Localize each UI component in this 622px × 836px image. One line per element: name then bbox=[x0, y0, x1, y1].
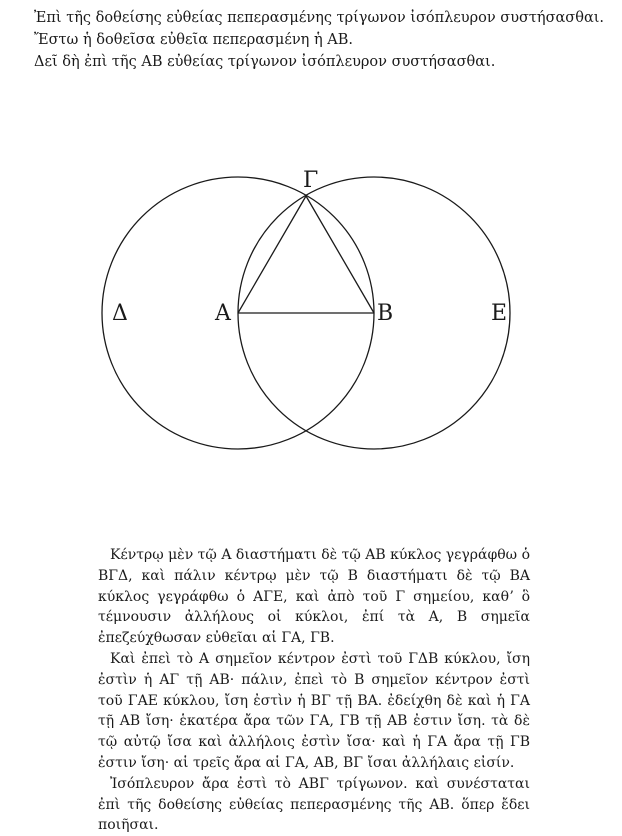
label-delta: Δ bbox=[112, 301, 128, 326]
label-epsilon: Ε bbox=[491, 301, 508, 326]
label-gamma: Γ bbox=[303, 168, 319, 193]
enunciation-line-2: Ἔστω ἡ δοθεῖσα εὐθεῖα πεπερασμένη ἡ ΑΒ. bbox=[34, 32, 353, 48]
enunciation-line-3: Δεῖ δὴ ἐπὶ τῆς ΑΒ εὐθείας τρίγωνον ἰσόπλευρον συστήσασθαι. bbox=[34, 54, 496, 70]
segment-ga bbox=[238, 196, 306, 313]
proof-paragraph-conclusion: Ἰσόπλευρον ἄρα ἐστὶ τὸ ΑΒΓ τρίγωνον. καὶ συνέσταται ἐπὶ τῆς δοθείσης εὐθείας πεπερασμένης τῆς ΑΒ. ὅπερ ἔδει ποιῆσαι. bbox=[98, 775, 530, 834]
label-beta: Β bbox=[377, 301, 394, 326]
proof-text bbox=[98, 545, 530, 836]
proof-paragraph-demonstration: Καὶ ἐπεὶ τὸ Α σημεῖον κέντρον ἐστὶ τοῦ ΓΔΒ κύκλου, ἴση ἐστὶν ἡ ΑΓ τῇ ΑΒ· πάλιν, ἐπεὶ τὸ Β σημεῖον κέντρον ἐστὶ τοῦ ΓΑΕ κύκλου, ἴση ἐστὶν ἡ ΒΓ τῇ ΒΑ. ἐδείχθη δὲ καὶ ἡ ΓΑ τῇ ΑΒ ἴση· ἑκατέρα ἄρα τῶν ΓΑ, ΓΒ τῇ ΑΒ ἐστιν ἴση. τὰ δὲ τῷ αὐτῷ ἴσα καὶ ἀλλήλοις ἐστὶν ἴσα· καὶ ἡ ΓΑ ἄρα τῇ ΓΒ ἐστιν ἴση· αἱ τρεῖς ἄρα αἱ ΓΑ, ΑΒ, ΒΓ ἴσαι ἀλλήλαις εἰσίν. bbox=[98, 650, 530, 771]
enunciation-line-1: Ἐπὶ τῆς δοθείσης εὐθείας πεπερασμένης τρίγωνον ἰσόπλευρον συστήσασθαι. bbox=[34, 10, 605, 26]
segment-gb bbox=[306, 196, 374, 313]
proof-paragraph-construction: Κέντρῳ μὲν τῷ Α διαστήματι δὲ τῷ ΑΒ κύκλος γεγράφθω ὁ ΒΓΔ, καὶ πάλιν κέντρῳ μὲν τῷ Β διαστήματι δὲ τῷ ΒΑ κύκλος γεγράφθω ὁ ΑΓΕ, καὶ ἀπὸ τοῦ Γ σημείου, καθʼ ὃ τέμνουσιν ἀλλήλους οἱ κύκλοι, ἐπί τὰ Α, Β σημεῖα ἐπεζεύχθωσαν εὐθεῖαι αἱ ΓΑ, ΓΒ. bbox=[98, 547, 530, 647]
label-alpha: Α bbox=[215, 301, 231, 326]
